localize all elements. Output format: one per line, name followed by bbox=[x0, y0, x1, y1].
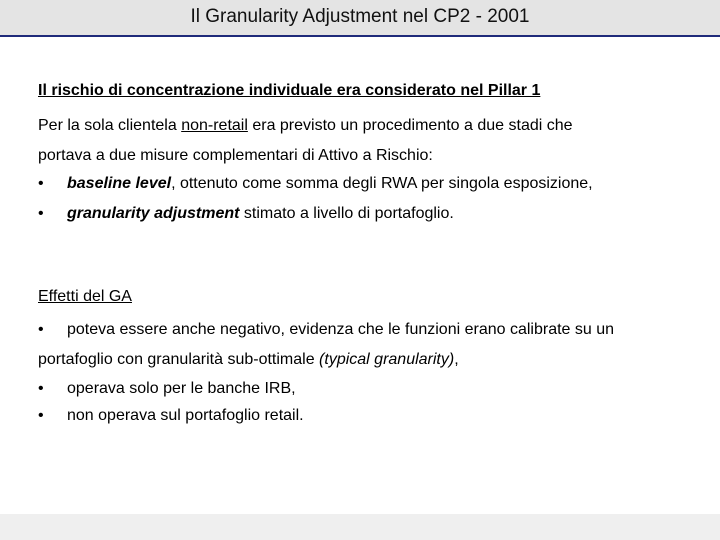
bullet-rest: , ottenuto come somma degli RWA per singola esposizione, bbox=[171, 175, 593, 192]
bullet-rest: stimato a livello di portafoglio. bbox=[239, 205, 454, 222]
bullet-text: poteva essere anche negativo, evidenza che le funzioni erano calibrate su un bbox=[67, 321, 615, 338]
bullet-text bbox=[67, 205, 454, 223]
intro-post: era previsto un procedimento a due stadi che bbox=[247, 117, 573, 134]
continuation-italic: (typical granularity) bbox=[319, 351, 455, 368]
bullet-marker: • bbox=[38, 205, 44, 222]
continuation-post: , bbox=[454, 351, 459, 368]
intro-line-1 bbox=[38, 117, 573, 135]
bullet-term: granularity adjustment bbox=[67, 205, 240, 222]
intro-underlined: non-retail bbox=[181, 117, 248, 134]
bullet-continuation bbox=[38, 351, 459, 369]
section2-heading: Effetti del GA bbox=[38, 288, 132, 305]
continuation-pre: portafoglio con granularità sub-ottimale bbox=[38, 351, 320, 368]
bullet-term: baseline level bbox=[67, 175, 172, 192]
footer-bar bbox=[0, 514, 720, 540]
slide-title: Il Granularity Adjustment nel CP2 - 2001 bbox=[190, 6, 530, 27]
bullet-text bbox=[67, 175, 593, 193]
section1-heading: Il rischio di concentrazione individuale era considerato nel Pillar 1 bbox=[38, 82, 541, 99]
bullet-marker: • bbox=[38, 380, 44, 397]
intro-pre: Per la sola clientela bbox=[38, 117, 182, 134]
intro-line-2: portava a due misure complementari di Attivo a Rischio: bbox=[38, 147, 433, 164]
bullet-marker: • bbox=[38, 175, 44, 192]
bullet-text: operava solo per le banche IRB, bbox=[67, 380, 296, 397]
title-bar bbox=[0, 0, 720, 37]
bullet-marker: • bbox=[38, 407, 44, 424]
bullet-marker: • bbox=[38, 321, 44, 338]
bullet-text: non operava sul portafoglio retail. bbox=[67, 407, 304, 424]
